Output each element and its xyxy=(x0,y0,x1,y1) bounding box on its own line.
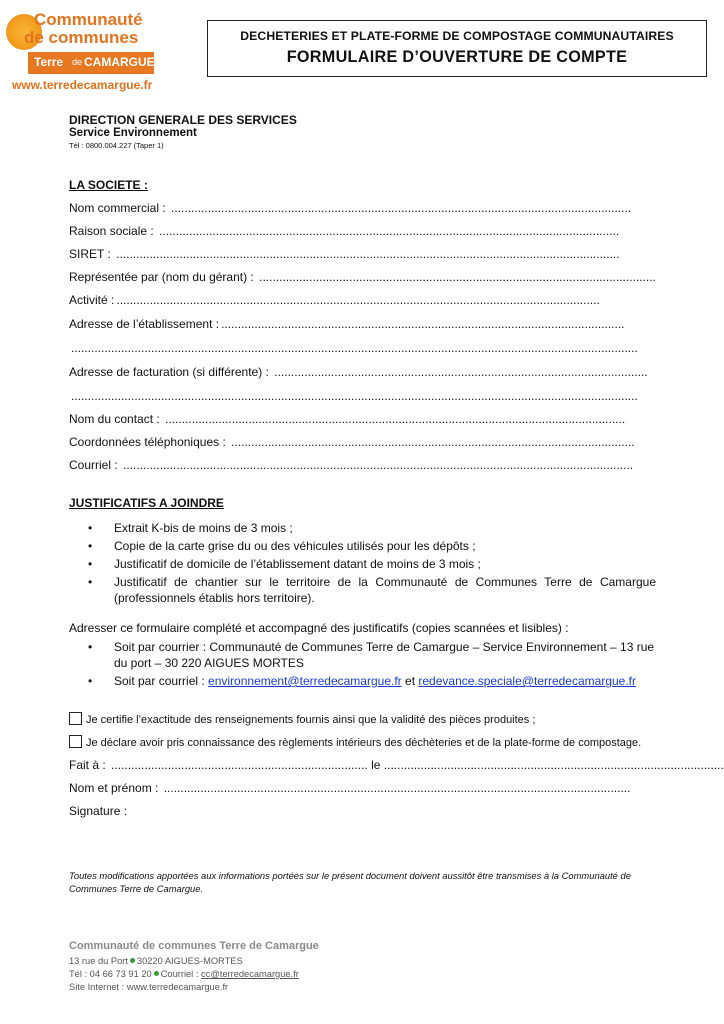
field-label: Nom commercial : xyxy=(69,201,166,215)
phone-label: Tél : 0800.004.227 (Taper 1) xyxy=(69,141,164,150)
field-fait-a[interactable]: Fait à : ............................................................................. le ...................................................................................................... xyxy=(69,758,724,772)
logo-camargue: CAMARGUE xyxy=(84,55,155,69)
bullet-icon: • xyxy=(88,521,93,535)
field-activite[interactable]: Activité : ................................................................................................................................................. xyxy=(69,293,600,307)
field-nom-commercial[interactable]: Nom commercial : .......................................................................................................................................... xyxy=(69,201,632,215)
footer-email-link[interactable]: cc@terredecamargue.fr xyxy=(201,969,299,979)
justificatifs-list xyxy=(88,520,656,606)
signature-label: Signature : xyxy=(69,804,128,818)
field-label: Représentée par (nom du gérant) : xyxy=(69,270,254,284)
field-coordonnees-telephoniques[interactable]: Coordonnées téléphoniques : ......................................................................................................................... xyxy=(69,435,635,449)
checkbox[interactable] xyxy=(69,712,82,725)
footer-site: Site Internet : www.terredecamargue.fr xyxy=(69,982,229,992)
bullet-icon: • xyxy=(88,575,93,589)
field-siret[interactable]: SIRET : ....................................................................................................................................................... xyxy=(69,247,620,261)
field-nom-prenom[interactable]: Nom et prénom : ............................................................................................................................................ xyxy=(69,781,631,795)
logo-banner xyxy=(28,52,154,74)
section-justificatifs-heading: JUSTIFICATIFS A JOINDRE xyxy=(69,496,224,510)
field-representee-par[interactable]: Représentée par (nom du gérant) : ....................................................................................................................... xyxy=(69,270,656,284)
footer-address: 13 rue du Port 30220 AIGUES-MORTES xyxy=(69,956,243,966)
field-label: SIRET : xyxy=(69,247,111,261)
bullet-icon: • xyxy=(88,674,93,688)
footnote: Toutes modifications apportées aux informations portées sur le présent document doivent aussitôt être transmises à la Communauté de Communes Terre de Camargue. xyxy=(69,870,631,894)
field-label: Activité : xyxy=(69,293,115,307)
direction-label: DIRECTION GENERALE DES SERVICES xyxy=(69,113,297,127)
list-item: • Justificatif de domicile de l’établissement datant de moins de 3 mois ; xyxy=(88,557,481,571)
envoi-list xyxy=(88,639,656,689)
dot-icon xyxy=(154,971,159,976)
field-label: Coordonnées téléphoniques : xyxy=(69,435,226,449)
footer-contact: Tél : 04 66 73 91 20 Courriel : cc@terredecamargue.fr xyxy=(69,969,299,979)
declare-checkbox-row[interactable] xyxy=(69,735,641,749)
logo xyxy=(6,8,182,98)
field-label: Nom du contact : xyxy=(69,412,160,426)
list-item: • Copie de la carte grise du ou des véhicules utilisés pour les dépôts ; xyxy=(88,539,476,553)
field-adresse-etablissement[interactable]: Adresse de l’établissement : ......................................................................................................................... xyxy=(69,317,625,331)
field-adresse-facturation[interactable]: Adresse de facturation (si différente) : ................................................................................................................ xyxy=(69,365,648,379)
field-label: Nom et prénom : xyxy=(69,781,159,795)
service-label: Service Environnement xyxy=(69,127,197,139)
list-item: • Soit par courrier : Communauté de Communes Terre de Camargue – Service Environnement – 13 rue du port – 30 220 AIGUES MORTES xyxy=(88,640,655,670)
bullet-icon: • xyxy=(88,557,93,571)
field-label: Courriel : xyxy=(69,458,118,472)
logo-terre: Terre xyxy=(34,55,64,69)
logo-line-1: Communauté xyxy=(34,10,143,29)
section-societe-heading: LA SOCIETE : xyxy=(69,178,148,192)
field-raison-sociale[interactable]: Raison sociale : .......................................................................................................................................... xyxy=(69,224,620,238)
dot-icon xyxy=(130,958,135,963)
field-label: Raison sociale : xyxy=(69,224,154,238)
le-label: le xyxy=(371,758,381,772)
document-title: FORMULAIRE D’OUVERTURE DE COMPTE xyxy=(286,48,628,66)
field-label: Adresse de facturation (si différente) : xyxy=(69,365,269,379)
envoi-intro: Adresser ce formulaire complété et accompagné des justificatifs (copies scannées et lisibles) : xyxy=(69,621,569,635)
declare-label: Je déclare avoir pris connaissance des règlements intérieurs des déchèteries et de la plate-forme de compostage. xyxy=(86,737,642,749)
field-adresse-etablissement-line-2[interactable]: .......................................................................................................................................................................... xyxy=(71,341,638,355)
email-environnement-link[interactable]: environnement@terredecamargue.fr xyxy=(208,674,402,688)
list-item: • Extrait K-bis de moins de 3 mois ; xyxy=(88,521,293,535)
logo-de: de xyxy=(72,57,83,67)
bullet-icon: • xyxy=(88,539,93,553)
logo-url: www.terredecamargue.fr xyxy=(12,78,153,92)
bullet-icon: • xyxy=(88,640,93,654)
title-box xyxy=(207,20,707,77)
field-label: Adresse de l’établissement : xyxy=(69,317,220,331)
field-courriel[interactable]: Courriel : ......................................................................................................................................................... xyxy=(69,458,634,472)
checkbox[interactable] xyxy=(69,735,82,748)
field-label: Fait à : xyxy=(69,758,106,772)
field-adresse-facturation-line-2[interactable]: .......................................................................................................................................................................... xyxy=(71,389,638,403)
footer-org: Communauté de communes Terre de Camargue xyxy=(69,940,319,952)
certify-checkbox-row[interactable] xyxy=(69,712,535,726)
field-nom-contact[interactable]: Nom du contact : .......................................................................................................................................... xyxy=(69,412,626,426)
list-item: • Soit par courriel : environnement@terredecamargue.fr et redevance.speciale@terredecamargue.fr xyxy=(88,674,637,688)
list-item: • Justificatif de chantier sur le territoire de la Communauté de Communes Terre de Camargue (professionnels établis hors territoire). xyxy=(88,575,656,605)
document-subtitle: DECHETERIES ET PLATE-FORME DE COMPOSTAGE COMMUNAUTAIRES xyxy=(240,29,674,43)
email-redevance-link[interactable]: redevance.speciale@terredecamargue.fr xyxy=(418,674,637,688)
logo-line-2: de communes xyxy=(24,28,139,47)
certify-label: Je certifie l’exactitude des renseignements fournis ainsi que la validité des pièces produites ; xyxy=(86,714,536,726)
